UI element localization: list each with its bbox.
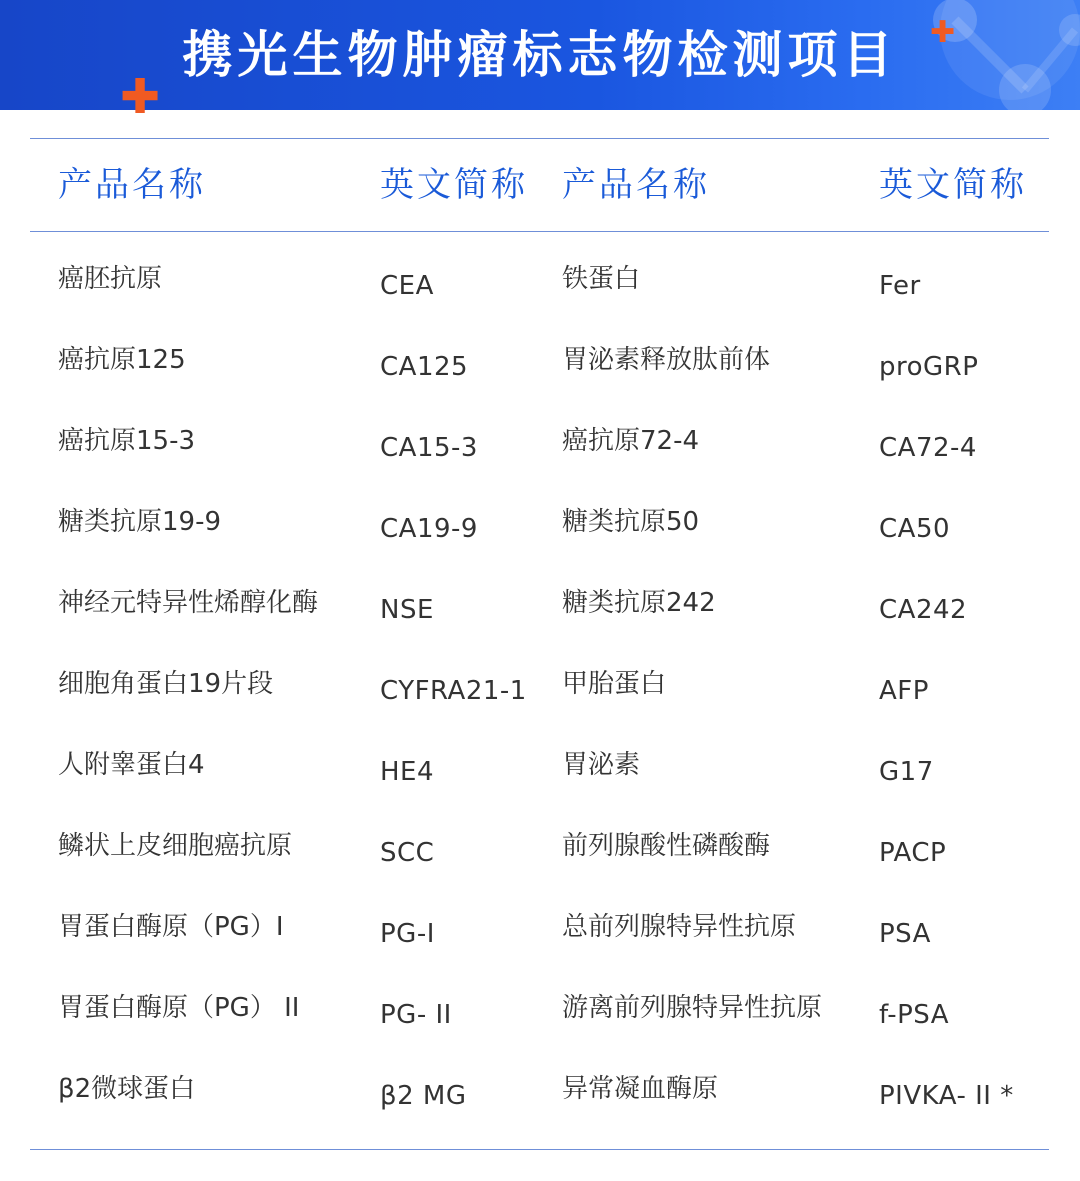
table-row [0, 979, 1080, 1060]
table-row [0, 493, 1080, 574]
abbreviation-cell: CA19-9 [380, 514, 478, 544]
abbreviation-cell: PIVKA- II * [879, 1081, 1014, 1111]
product-name-cell: 异常凝血酶原 [562, 1074, 719, 1104]
product-name-cell: 胃泌素释放肽前体 [562, 345, 771, 375]
table-header [0, 160, 1080, 210]
abbreviation-cell: β2 MG [380, 1081, 467, 1111]
table-row [0, 412, 1080, 493]
title-banner [0, 0, 1080, 110]
product-name-cell: 胃泌素 [562, 750, 641, 780]
product-name-cell: 癌抗原125 [58, 345, 186, 375]
header-abbreviation: 英文简称 [380, 165, 528, 205]
product-name-cell: 糖类抗原19-9 [58, 507, 222, 537]
table-row [0, 574, 1080, 655]
product-name-cell: 糖类抗原50 [562, 507, 700, 537]
table-body [0, 250, 1080, 1141]
abbreviation-cell: NSE [380, 595, 434, 625]
product-name-cell: 甲胎蛋白 [562, 669, 667, 699]
abbreviation-cell: PG- II [380, 1000, 452, 1030]
page-title: 携光生物肿瘤标志物检测项目 [182, 26, 898, 84]
table-row [0, 331, 1080, 412]
abbreviation-cell: PACP [879, 838, 947, 868]
abbreviation-cell: CA15-3 [380, 433, 478, 463]
header-product-name: 产品名称 [58, 165, 206, 205]
product-name-cell: β2微球蛋白 [58, 1074, 196, 1104]
product-name-cell: 胃蛋白酶原（PG） II [58, 993, 300, 1023]
abbreviation-cell: PG-I [380, 919, 435, 949]
plus-icon: ✚ [120, 69, 161, 125]
product-name-cell: 鳞状上皮细胞癌抗原 [58, 831, 293, 861]
table-row [0, 898, 1080, 979]
abbreviation-cell: AFP [879, 676, 929, 706]
table-row [0, 1060, 1080, 1141]
plus-icon: ✚ [930, 15, 956, 50]
product-name-cell: 胃蛋白酶原（PG）I [58, 912, 284, 942]
abbreviation-cell: CA72-4 [879, 433, 977, 463]
abbreviation-cell: G17 [879, 757, 934, 787]
product-name-cell: 糖类抗原242 [562, 588, 716, 618]
product-name-cell: 神经元特异性烯醇化酶 [58, 588, 319, 618]
product-name-cell: 铁蛋白 [562, 264, 641, 294]
abbreviation-cell: proGRP [879, 352, 979, 382]
product-name-cell: 游离前列腺特异性抗原 [562, 993, 823, 1023]
abbreviation-cell: PSA [879, 919, 931, 949]
table-header-rule [30, 231, 1049, 232]
abbreviation-cell: CYFRA21-1 [380, 676, 527, 706]
header-abbreviation: 英文简称 [879, 165, 1027, 205]
table-row [0, 655, 1080, 736]
product-name-cell: 前列腺酸性磷酸酶 [562, 831, 771, 861]
abbreviation-cell: CA50 [879, 514, 951, 544]
abbreviation-cell: HE4 [380, 757, 435, 787]
header-product-name: 产品名称 [562, 165, 710, 205]
product-name-cell: 总前列腺特异性抗原 [562, 912, 797, 942]
table-row [0, 736, 1080, 817]
abbreviation-cell: CA125 [380, 352, 469, 382]
table-bottom-rule [30, 1149, 1049, 1150]
table-row [0, 250, 1080, 331]
product-name-cell: 癌胚抗原 [58, 264, 163, 294]
abbreviation-cell: CEA [380, 271, 434, 301]
product-name-cell: 癌抗原72-4 [562, 426, 700, 456]
table-row [0, 817, 1080, 898]
abbreviation-cell: f-PSA [879, 1000, 950, 1030]
product-name-cell: 细胞角蛋白19片段 [58, 669, 274, 699]
table-top-rule [30, 138, 1049, 139]
abbreviation-cell: CA242 [879, 595, 968, 625]
product-name-cell: 人附睾蛋白4 [58, 750, 205, 780]
product-name-cell: 癌抗原15-3 [58, 426, 196, 456]
abbreviation-cell: SCC [380, 838, 435, 868]
abbreviation-cell: Fer [879, 271, 921, 301]
